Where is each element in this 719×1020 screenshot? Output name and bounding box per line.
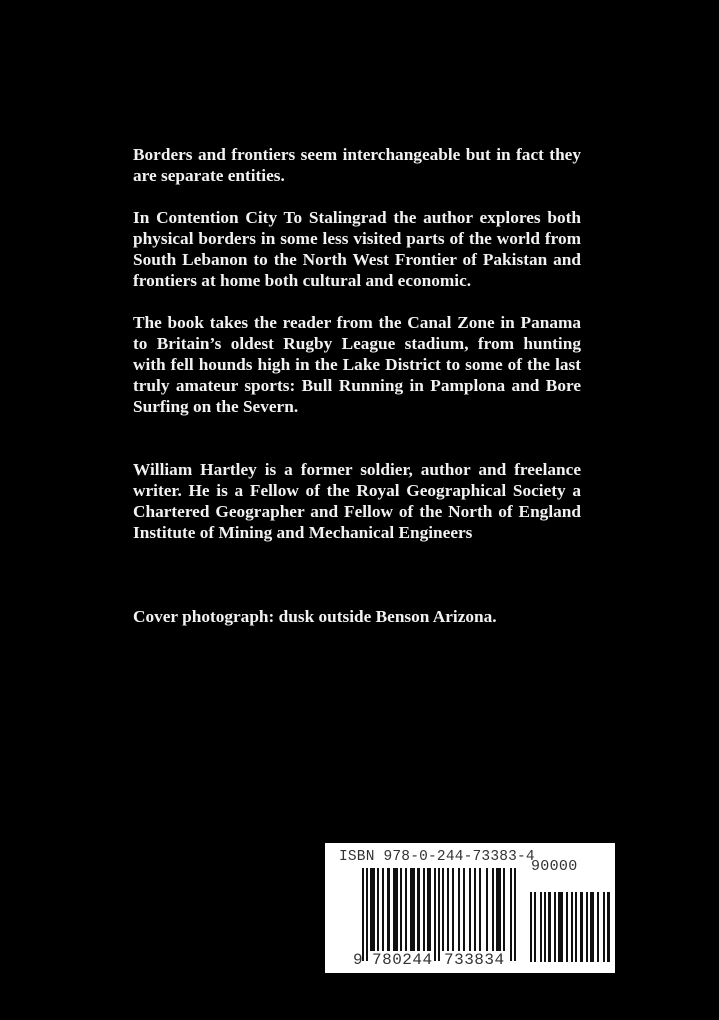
barcode-first-digit: 9: [353, 951, 363, 969]
cover-photo-credit: Cover photograph: dusk outside Benson Arizona.: [133, 607, 497, 626]
blurb-summary-paragraph: In Contention City To Stalingrad the author explores both physical borders in some less visited parts of the world from South Lebanon to the North West Frontier of Pakistan and frontiers at home both cultural and economic.: [133, 208, 581, 290]
addon-bars: [530, 892, 610, 962]
isbn-barcode: [325, 843, 615, 973]
blurb-intro-paragraph: Borders and frontiers seem interchangeable but in fact they are separate entities.: [133, 145, 581, 185]
barcode-left-digits: 780244: [372, 951, 433, 969]
ean13-bars: [362, 868, 519, 961]
back-cover-blurb: [133, 144, 581, 627]
isbn-label: ISBN 978-0-244-73383-4: [339, 849, 535, 865]
price-addon-code: 90000: [531, 858, 578, 875]
author-bio-paragraph: William Hartley is a former soldier, author and freelance writer. He is a Fellow of the Royal Geographical Society a Chartered Geographer and Fellow of the North of England Institute of Mining and Mechanical Engineers: [133, 460, 581, 542]
blurb-contents-paragraph: The book takes the reader from the Canal Zone in Panama to Britain’s oldest Rugby League stadium, from hunting with fell hounds high in the Lake District to some of the last truly amateur sports: Bull Running in Pamplona and Bore Surfing on the Severn.: [133, 313, 581, 416]
barcode-right-digits: 733834: [444, 951, 505, 969]
